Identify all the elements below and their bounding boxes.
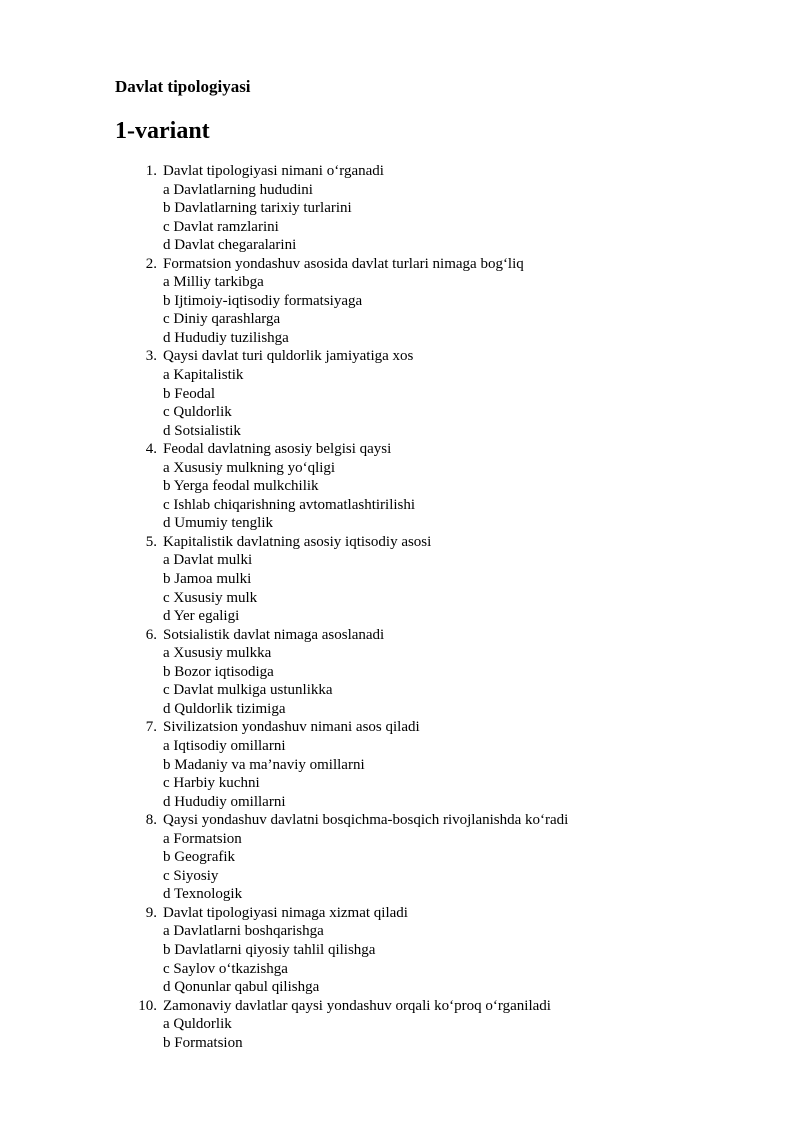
question-item xyxy=(115,626,755,719)
answer-option: a Milliy tarkibga xyxy=(163,274,264,291)
question-item xyxy=(115,718,755,811)
answer-options xyxy=(163,459,755,533)
question-text: Sivilizatsion yondashuv nimani asos qiladi xyxy=(163,719,420,736)
answer-option: d Hududiy omillarni xyxy=(163,793,286,810)
question-item xyxy=(115,997,755,1053)
answer-option: b Geografik xyxy=(163,849,236,866)
question-item xyxy=(115,347,755,440)
question-number: 10. xyxy=(138,997,157,1014)
question-number: 7. xyxy=(145,719,157,736)
answer-option: a Davlatlarning hududini xyxy=(163,181,313,198)
answer-option: a Quldorlik xyxy=(163,1016,232,1033)
question-item xyxy=(115,533,755,626)
question-text: Davlat tipologiyasi nimani o‘rganadi xyxy=(163,163,384,179)
answer-option: b Madaniy va ma’naviy omillarni xyxy=(163,756,365,773)
answer-option: c Davlat mulkiga ustunlikka xyxy=(163,682,333,699)
question-text: Qaysi davlat turi quldorlik jamiyatiga xos xyxy=(163,348,414,365)
answer-option: a Iqtisodiy omillarni xyxy=(163,737,286,754)
answer-option: b Feodal xyxy=(163,385,216,402)
answer-option: a Xususiy mulkka xyxy=(163,645,272,662)
answer-option: d Quldorlik tizimiga xyxy=(163,700,286,717)
answer-option: c Xususiy mulk xyxy=(163,589,258,606)
answer-option: d Hududiy tuzilishga xyxy=(163,329,289,346)
question-text: Davlat tipologiyasi nimaga xizmat qiladi xyxy=(163,904,408,921)
question-number: 5. xyxy=(145,533,157,550)
answer-option: c Davlat ramzlarini xyxy=(163,218,279,235)
answer-options xyxy=(163,922,755,996)
answer-option: c Diniy qarashlarga xyxy=(163,311,281,328)
question-text: Sotsialistik davlat nimaga asoslanadi xyxy=(163,626,385,643)
answer-options xyxy=(163,366,755,440)
answer-options xyxy=(163,181,755,255)
question-number: 9. xyxy=(145,904,157,921)
answer-option: b Davlatlarning tarixiy turlarini xyxy=(163,200,352,217)
question-number: 2. xyxy=(145,255,157,272)
answer-option: d Davlat chegaralarini xyxy=(163,237,297,254)
answer-option: a Davlatlarni boshqarishga xyxy=(163,923,324,940)
question-item xyxy=(115,162,755,255)
variant-title: 1-variant xyxy=(115,118,210,144)
answer-options xyxy=(163,830,755,904)
answer-option: a Davlat mulki xyxy=(163,552,253,569)
answer-options xyxy=(163,644,755,718)
question-number: 3. xyxy=(145,348,157,365)
answer-option: d Sotsialistik xyxy=(163,422,241,439)
answer-option: b Yerga feodal mulkchilik xyxy=(163,478,319,495)
document-title: Davlat tipologiyasi xyxy=(115,77,251,96)
question-text: Formatsion yondashuv asosida davlat turlari nimaga bog‘liq xyxy=(163,255,524,272)
answer-option: c Ishlab chiqarishning avtomatlashtirilishi xyxy=(163,496,416,513)
answer-options xyxy=(163,551,755,625)
question-list xyxy=(115,162,755,1052)
answer-option: c Harbiy kuchni xyxy=(163,775,260,792)
answer-option: d Umumiy tenglik xyxy=(163,515,273,532)
answer-option: a Kapitalistik xyxy=(163,367,244,384)
answer-option: a Formatsion xyxy=(163,830,242,847)
answer-options xyxy=(163,273,755,347)
answer-option: b Formatsion xyxy=(163,1034,243,1051)
question-number: 4. xyxy=(145,441,157,458)
question-item xyxy=(115,255,755,348)
question-text: Kapitalistik davlatning asosiy iqtisodiy asosi xyxy=(163,533,432,550)
answer-option: d Yer egaligi xyxy=(163,608,240,625)
question-text: Feodal davlatning asosiy belgisi qaysi xyxy=(163,441,392,458)
answer-option: b Davlatlarni qiyosiy tahlil qilishga xyxy=(163,941,376,958)
answer-option: b Ijtimoiy-iqtisodiy formatsiyaga xyxy=(163,292,363,309)
question-number: 6. xyxy=(145,626,157,643)
question-text: Qaysi yondashuv davlatni bosqichma-bosqich rivojlanishda ko‘radi xyxy=(163,812,569,829)
answer-options xyxy=(163,1015,755,1052)
answer-option: b Bozor iqtisodiga xyxy=(163,663,274,680)
question-item xyxy=(115,904,755,997)
answer-option: d Qonunlar qabul qilishga xyxy=(163,979,320,996)
answer-option: c Quldorlik xyxy=(163,404,232,421)
answer-option: c Saylov o‘tkazishga xyxy=(163,960,288,977)
answer-options xyxy=(163,737,755,811)
answer-option: d Texnologik xyxy=(163,886,243,903)
question-text: Zamonaviy davlatlar qaysi yondashuv orqali ko‘proq o‘rganiladi xyxy=(163,997,551,1014)
question-number: 8. xyxy=(145,812,157,829)
question-item xyxy=(115,440,755,533)
answer-option: b Jamoa mulki xyxy=(163,571,252,588)
answer-option: a Xususiy mulkning yo‘qligi xyxy=(163,459,336,476)
question-item xyxy=(115,811,755,904)
answer-option: c Siyosiy xyxy=(163,867,219,884)
question-number: 1. xyxy=(145,163,157,179)
